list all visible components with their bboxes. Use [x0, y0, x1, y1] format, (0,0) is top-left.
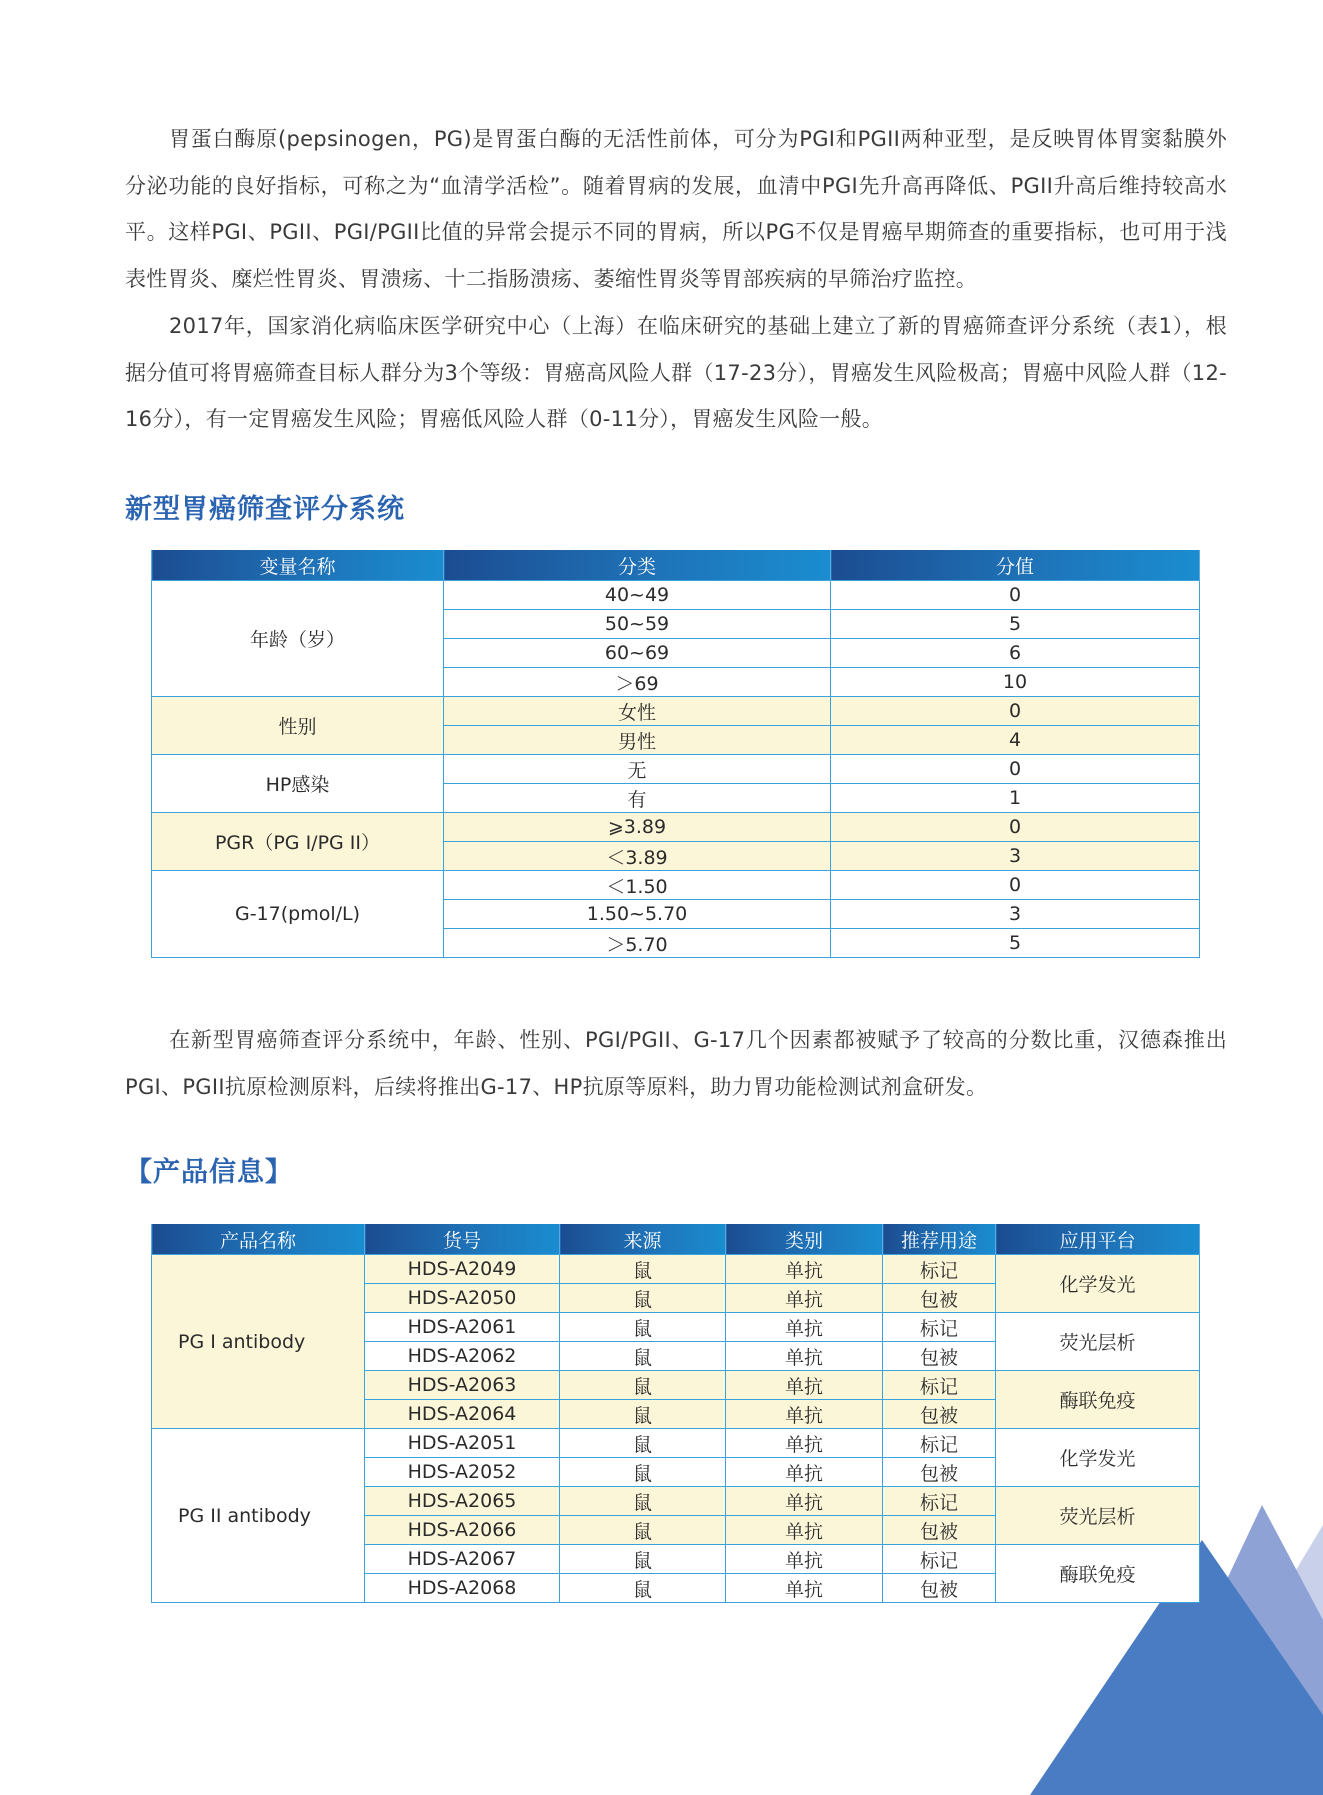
type-cell: 单抗: [726, 1255, 883, 1284]
score-cell: 0: [831, 581, 1200, 610]
category-cell: ＞69: [444, 668, 831, 697]
category-cell: 1.50~5.70: [444, 900, 831, 929]
usage-cell: 标记: [883, 1255, 996, 1284]
catalog-cell: HDS-A2066: [365, 1516, 560, 1545]
usage-cell: 包被: [883, 1574, 996, 1603]
table-row: [152, 697, 1200, 726]
type-cell: 单抗: [726, 1574, 883, 1603]
type-cell: 单抗: [726, 1516, 883, 1545]
platform-cell: 化学发光: [996, 1255, 1200, 1313]
score-cell: 5: [831, 929, 1200, 958]
score-cell: 5: [831, 610, 1200, 639]
platform-cell: 酶联免疫: [996, 1545, 1200, 1603]
score-table-header: [152, 550, 1200, 581]
variable-gender: 性别: [152, 697, 444, 755]
type-cell: 单抗: [726, 1545, 883, 1574]
catalog-cell: HDS-A2049: [365, 1255, 560, 1284]
header-source: 来源: [560, 1224, 726, 1255]
header-type: 类别: [726, 1224, 883, 1255]
source-cell: 鼠: [560, 1458, 726, 1487]
platform-cell: 化学发光: [996, 1429, 1200, 1487]
category-cell: 60~69: [444, 639, 831, 668]
category-cell: 男性: [444, 726, 831, 755]
type-cell: 单抗: [726, 1284, 883, 1313]
variable-age: 年龄（岁）: [152, 581, 444, 697]
type-cell: 单抗: [726, 1313, 883, 1342]
category-cell: ＞5.70: [444, 929, 831, 958]
catalog-cell: HDS-A2051: [365, 1429, 560, 1458]
score-cell: 10: [831, 668, 1200, 697]
category-cell: ＜1.50: [444, 871, 831, 900]
product-name-pg1: PG I antibody: [152, 1255, 365, 1429]
variable-pgr: PGR（PG I/PG II）: [152, 813, 444, 871]
type-cell: 单抗: [726, 1371, 883, 1400]
usage-cell: 标记: [883, 1429, 996, 1458]
score-cell: 3: [831, 842, 1200, 871]
catalog-cell: HDS-A2065: [365, 1487, 560, 1516]
header-category: 分类: [444, 550, 831, 581]
platform-cell: 荧光层析: [996, 1313, 1200, 1371]
table-row: [152, 871, 1200, 900]
score-cell: 3: [831, 900, 1200, 929]
type-cell: 单抗: [726, 1342, 883, 1371]
header-catalog-no: 货号: [365, 1224, 560, 1255]
catalog-cell: HDS-A2052: [365, 1458, 560, 1487]
product-name-pg2: PG II antibody: [152, 1429, 365, 1603]
header-variable: 变量名称: [152, 550, 444, 581]
source-cell: 鼠: [560, 1342, 726, 1371]
table-row: [152, 581, 1200, 610]
catalog-cell: HDS-A2062: [365, 1342, 560, 1371]
category-cell: ＜3.89: [444, 842, 831, 871]
source-cell: 鼠: [560, 1487, 726, 1516]
source-cell: 鼠: [560, 1429, 726, 1458]
usage-cell: 标记: [883, 1313, 996, 1342]
table-row: [152, 813, 1200, 842]
intro-paragraph-2: 2017年，国家消化病临床医学研究中心（上海）在临床研究的基础上建立了新的胃癌筛查评分系统（表1），根据分值可将胃癌筛查目标人群分为3个等级：胃癌高风险人群（17-23分），胃癌发生风险极高；胃癌中风险人群（12-16分），有一定胃癌发生风险；胃癌低风险人群（0-11分），胃癌发生风险一般。: [125, 314, 1227, 431]
variable-g17: G-17(pmol/L): [152, 871, 444, 958]
category-cell: 无: [444, 755, 831, 784]
table-row: [152, 755, 1200, 784]
header-product-name: 产品名称: [152, 1224, 365, 1255]
header-platform: 应用平台: [996, 1224, 1200, 1255]
header-usage: 推荐用途: [883, 1224, 996, 1255]
type-cell: 单抗: [726, 1487, 883, 1516]
usage-cell: 包被: [883, 1458, 996, 1487]
platform-cell: 酶联免疫: [996, 1371, 1200, 1429]
type-cell: 单抗: [726, 1400, 883, 1429]
source-cell: 鼠: [560, 1371, 726, 1400]
score-cell: 0: [831, 755, 1200, 784]
source-cell: 鼠: [560, 1516, 726, 1545]
source-cell: 鼠: [560, 1545, 726, 1574]
usage-cell: 包被: [883, 1284, 996, 1313]
usage-cell: 包被: [883, 1400, 996, 1429]
type-cell: 单抗: [726, 1429, 883, 1458]
score-cell: 1: [831, 784, 1200, 813]
catalog-cell: HDS-A2067: [365, 1545, 560, 1574]
source-cell: 鼠: [560, 1284, 726, 1313]
category-cell: 50~59: [444, 610, 831, 639]
usage-cell: 包被: [883, 1516, 996, 1545]
product-table-header: [152, 1224, 1200, 1255]
usage-cell: 标记: [883, 1545, 996, 1574]
source-cell: 鼠: [560, 1313, 726, 1342]
category-cell: 有: [444, 784, 831, 813]
catalog-cell: HDS-A2050: [365, 1284, 560, 1313]
score-section-heading: 新型胃癌筛查评分系统: [125, 494, 405, 525]
category-cell: ⩾3.89: [444, 813, 831, 842]
usage-cell: 标记: [883, 1371, 996, 1400]
platform-cell: 荧光层析: [996, 1487, 1200, 1545]
source-cell: 鼠: [560, 1574, 726, 1603]
category-cell: 40~49: [444, 581, 831, 610]
intro-paragraph-1: 胃蛋白酶原(pepsinogen，PG)是胃蛋白酶的无活性前体，可分为PGI和PGII两种亚型，是反映胃体胃窦黏膜外分泌功能的良好指标，可称之为“血清学活检”。随着胃病的发展，血清中PGI先升高再降低、PGII升高后维持较高水平。这样PGI、PGII、PGI/PGII比值的异常会提示不同的胃病，所以PG不仅是胃癌早期筛查的重要指标，也可用于浅表性胃炎、糜烂性胃炎、胃溃疡、十二指肠溃疡、萎缩性胃炎等胃部疾病的早筛治疗监控。: [125, 127, 1227, 291]
usage-cell: 标记: [883, 1487, 996, 1516]
middle-paragraph: 在新型胃癌筛查评分系统中，年龄、性别、PGI/PGII、G-17几个因素都被赋予了较高的分数比重，汉德森推出PGI、PGII抗原检测原料，后续将推出G-17、HP抗原等原料，助力胃功能检测试剂盒研发。: [125, 1028, 1227, 1099]
type-cell: 单抗: [726, 1458, 883, 1487]
catalog-cell: HDS-A2064: [365, 1400, 560, 1429]
variable-hp: HP感染: [152, 755, 444, 813]
score-cell: 6: [831, 639, 1200, 668]
catalog-cell: HDS-A2068: [365, 1574, 560, 1603]
score-cell: 4: [831, 726, 1200, 755]
score-cell: 0: [831, 697, 1200, 726]
catalog-cell: HDS-A2061: [365, 1313, 560, 1342]
header-score: 分值: [831, 550, 1200, 581]
product-table: [151, 1224, 1200, 1603]
source-cell: 鼠: [560, 1400, 726, 1429]
score-table: [151, 550, 1200, 958]
table-row: [152, 1255, 1200, 1284]
catalog-cell: HDS-A2063: [365, 1371, 560, 1400]
table-row: [152, 1429, 1200, 1458]
score-cell: 0: [831, 871, 1200, 900]
category-cell: 女性: [444, 697, 831, 726]
score-cell: 0: [831, 813, 1200, 842]
product-section-heading: 【产品信息】: [125, 1157, 293, 1188]
source-cell: 鼠: [560, 1255, 726, 1284]
usage-cell: 包被: [883, 1342, 996, 1371]
